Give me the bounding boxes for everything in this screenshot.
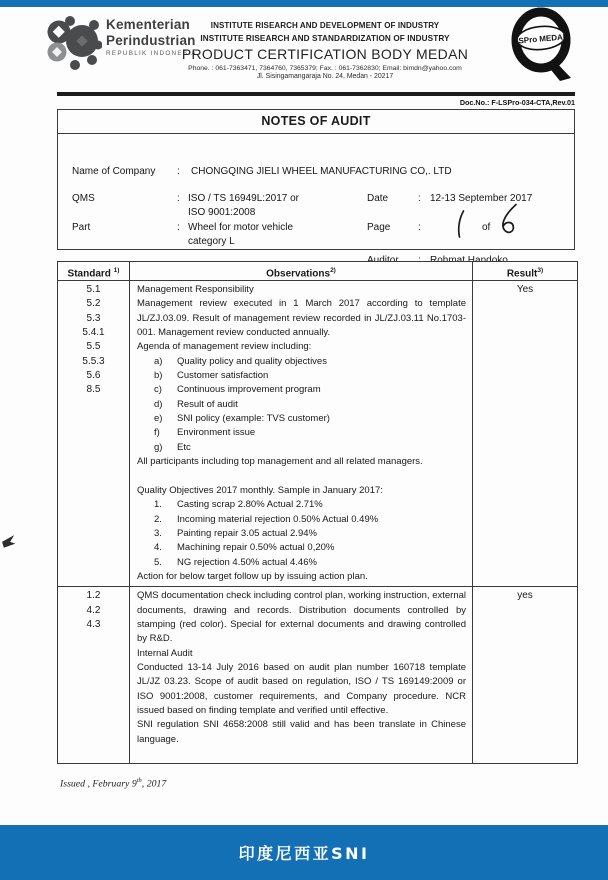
list-item-marker: d) [154,398,163,410]
institute-line1: INSTITUTE RISEARCH AND DEVELOPMENT OF INDUSTRY [210,21,440,30]
date-value: 12-13 September 2017 [430,193,533,204]
standard-number: 4.3 [86,618,101,630]
audit-info-form [58,133,574,249]
list-item-text: SNI policy (example: TVS customer) [177,413,330,425]
list-item [137,527,466,541]
svg-text:LSPro MEDAN: LSPro MEDAN [513,32,569,46]
list-item-text: Machining repair 0.50% actual 0,20% [177,542,335,554]
list-item-text: Etc [177,441,191,453]
standard-number: 5.5.3 [82,355,105,367]
page-total-handwritten [498,203,520,238]
colon: : [418,222,421,233]
list-item-marker: b) [154,370,163,382]
list-item-marker: f) [154,427,160,439]
qms-value-line1: ISO / TS 16949L:2017 or [188,193,300,204]
list-item-marker: a) [154,355,163,367]
observation-text: Internal Audit [137,647,193,659]
list-item-text: Quality policy and quality objectives [177,355,327,367]
company-value: CHONGQING JIELI WHEEL MANUFACTURING CO,. LTD [191,166,452,177]
list-item-text: Customer satisfaction [177,370,269,382]
observation-text: Conducted 13-14 July 2016 based on audit plan number 160718 template JL/JZ 03.23. Scope of audit based on regulation, ISO / TS 169149:2009 or ISO 9001:2008, customer requirements, and Company procedure. NCR issued based on finding template and verified until effective. [137,661,466,716]
company-label: Name of Company [72,166,156,177]
colon: : [177,222,180,233]
list-item-marker: e) [154,413,163,425]
colon: : [418,193,421,204]
list-item-text: Casting scrap 2.80% Actual 2.71% [177,499,323,511]
standard-number: 5.2 [86,298,101,310]
standard-number: 1.2 [86,590,101,602]
doc-number: Doc.No.: F-LSPro-034-CTA,Rev.01 [459,98,575,107]
list-item [137,369,466,383]
observation-text: Quality Objectives 2017 monthly. Sample in January 2017: [137,484,383,496]
list-item [137,513,466,527]
ministry-name-line1: Kementerian [106,17,190,32]
result-cell [473,281,577,586]
list-item-text: Painting repair 3.05 actual 2.94% [177,527,317,539]
blank-line [137,469,466,483]
result-value: Yes [516,284,534,295]
observation-text: Management Responsibility [137,284,254,295]
result-cell [473,587,577,763]
list-item-marker: c) [154,384,162,396]
date-label: Date [367,193,389,204]
observation-text: QMS documentation check including control plan, working instruction, external documents, drawing and records. Distribution documents controlled by stamping (red color). Special for external documents and drawing controlled by R&D. [137,590,466,645]
ministry-gear-logo-icon [42,14,102,72]
qms-value-line2: ISO 9001:2008 [188,207,256,218]
contact-line: Phone. : 061-7363471, 7364760, 7365379; Fax. : 061-7362830; Email: bimdn@yahoo.com [188,65,462,72]
list-item-marker: 3. [154,527,162,539]
issued-date-line: Issued , February 9th, 2017 [60,777,167,790]
observation-text: SNI regulation SNI 4658:2008 still valid and has been translate in Chinese language. [137,719,466,745]
list-item [137,426,466,440]
standard-cell [58,587,130,763]
page-label: Page [367,222,391,233]
standard-column-header: Standard $^{1)}$ [58,262,130,280]
standard-number: 5.4.1 [82,327,105,339]
address-line: Jl. Sisingamangaraja No. 24, Medan - 20217 [256,73,394,80]
list-item [137,383,466,397]
list-item-text: Environment issue [177,427,256,439]
standard-number: 8.5 [86,384,101,396]
standard-number: 5.1 [86,284,101,295]
ministry-name-line3: REPUBLIK INDONESIA [106,50,197,57]
letterhead [160,21,490,80]
page-current-handwritten [452,209,468,239]
audit-table [57,261,578,764]
notes-of-audit-box [57,109,575,250]
standard-cell [58,281,130,586]
colon: : [177,193,180,204]
observations-cell [130,587,473,763]
list-item-marker: 4. [154,542,162,554]
institute-line2: INSTITUTE RISEARCH AND STANDARDIZATION OF INDUSTRY [200,34,450,43]
standard-number: 4.2 [86,604,101,616]
standard-number: 5.6 [86,370,101,382]
footer-banner [0,825,608,880]
page-of-label: of [482,222,491,233]
list-item-marker: 1. [154,499,162,511]
result-column-header: Result$^{3)}$ [506,267,544,280]
audit-table-body [58,281,577,763]
table-row [58,281,577,586]
list-item [137,498,466,512]
list-item [137,541,466,555]
standard-number: 5.3 [86,312,101,324]
observation-text: All participants including top management and all related managers. [137,456,423,468]
list-item-marker: 2. [154,513,162,525]
ministry-name-line2: Perindustrian [106,33,196,48]
scan-artifact [1,535,15,548]
list-item [137,412,466,426]
list-item-text: Result of audit [177,398,238,410]
table-row [58,586,577,763]
observation-text: Agenda of management review including: [137,341,312,353]
list-item [137,556,466,570]
list-item [137,355,466,369]
observation-text: Action for below target follow up by issuing action plan. [137,570,368,582]
lspro-medan-logo-icon [505,5,577,83]
part-value-line1: Wheel for motor vehicle [188,222,294,233]
list-item-text: NG rejection 4.50% actual 4.46% [177,556,317,568]
observations-cell [130,281,473,586]
audit-table-header [58,262,577,281]
list-item-marker: 5. [154,556,162,568]
footer-banner-text: 印度尼西亚SNI [238,844,370,863]
part-label: Part [72,222,91,233]
header-divider [57,92,575,96]
list-item-text: Incoming material rejection 0.50% Actual 0.49% [177,513,379,525]
certification-body-name: PRODUCT CERTIFICATION BODY MEDAN [181,46,469,62]
result-value: yes [517,590,533,602]
observation-text: Management review executed in 1 March 2017 according to template JL/ZJ.03.09. Result of management review recorded in JL/ZJ.03.11 No.1703-001. Management review conducted annually. [137,298,466,339]
list-item [137,398,466,412]
observations-column-header: Observations$^{2)}$ [130,262,473,280]
list-item-text: Continuous improvement program [177,384,321,396]
list-item [137,441,466,455]
page-title: NOTES OF AUDIT [58,110,574,134]
colon: : [177,166,180,177]
qms-label: QMS [72,193,95,204]
standard-number: 5.5 [86,341,101,353]
part-value-line2: category L [188,236,235,247]
list-item-marker: g) [154,441,163,453]
